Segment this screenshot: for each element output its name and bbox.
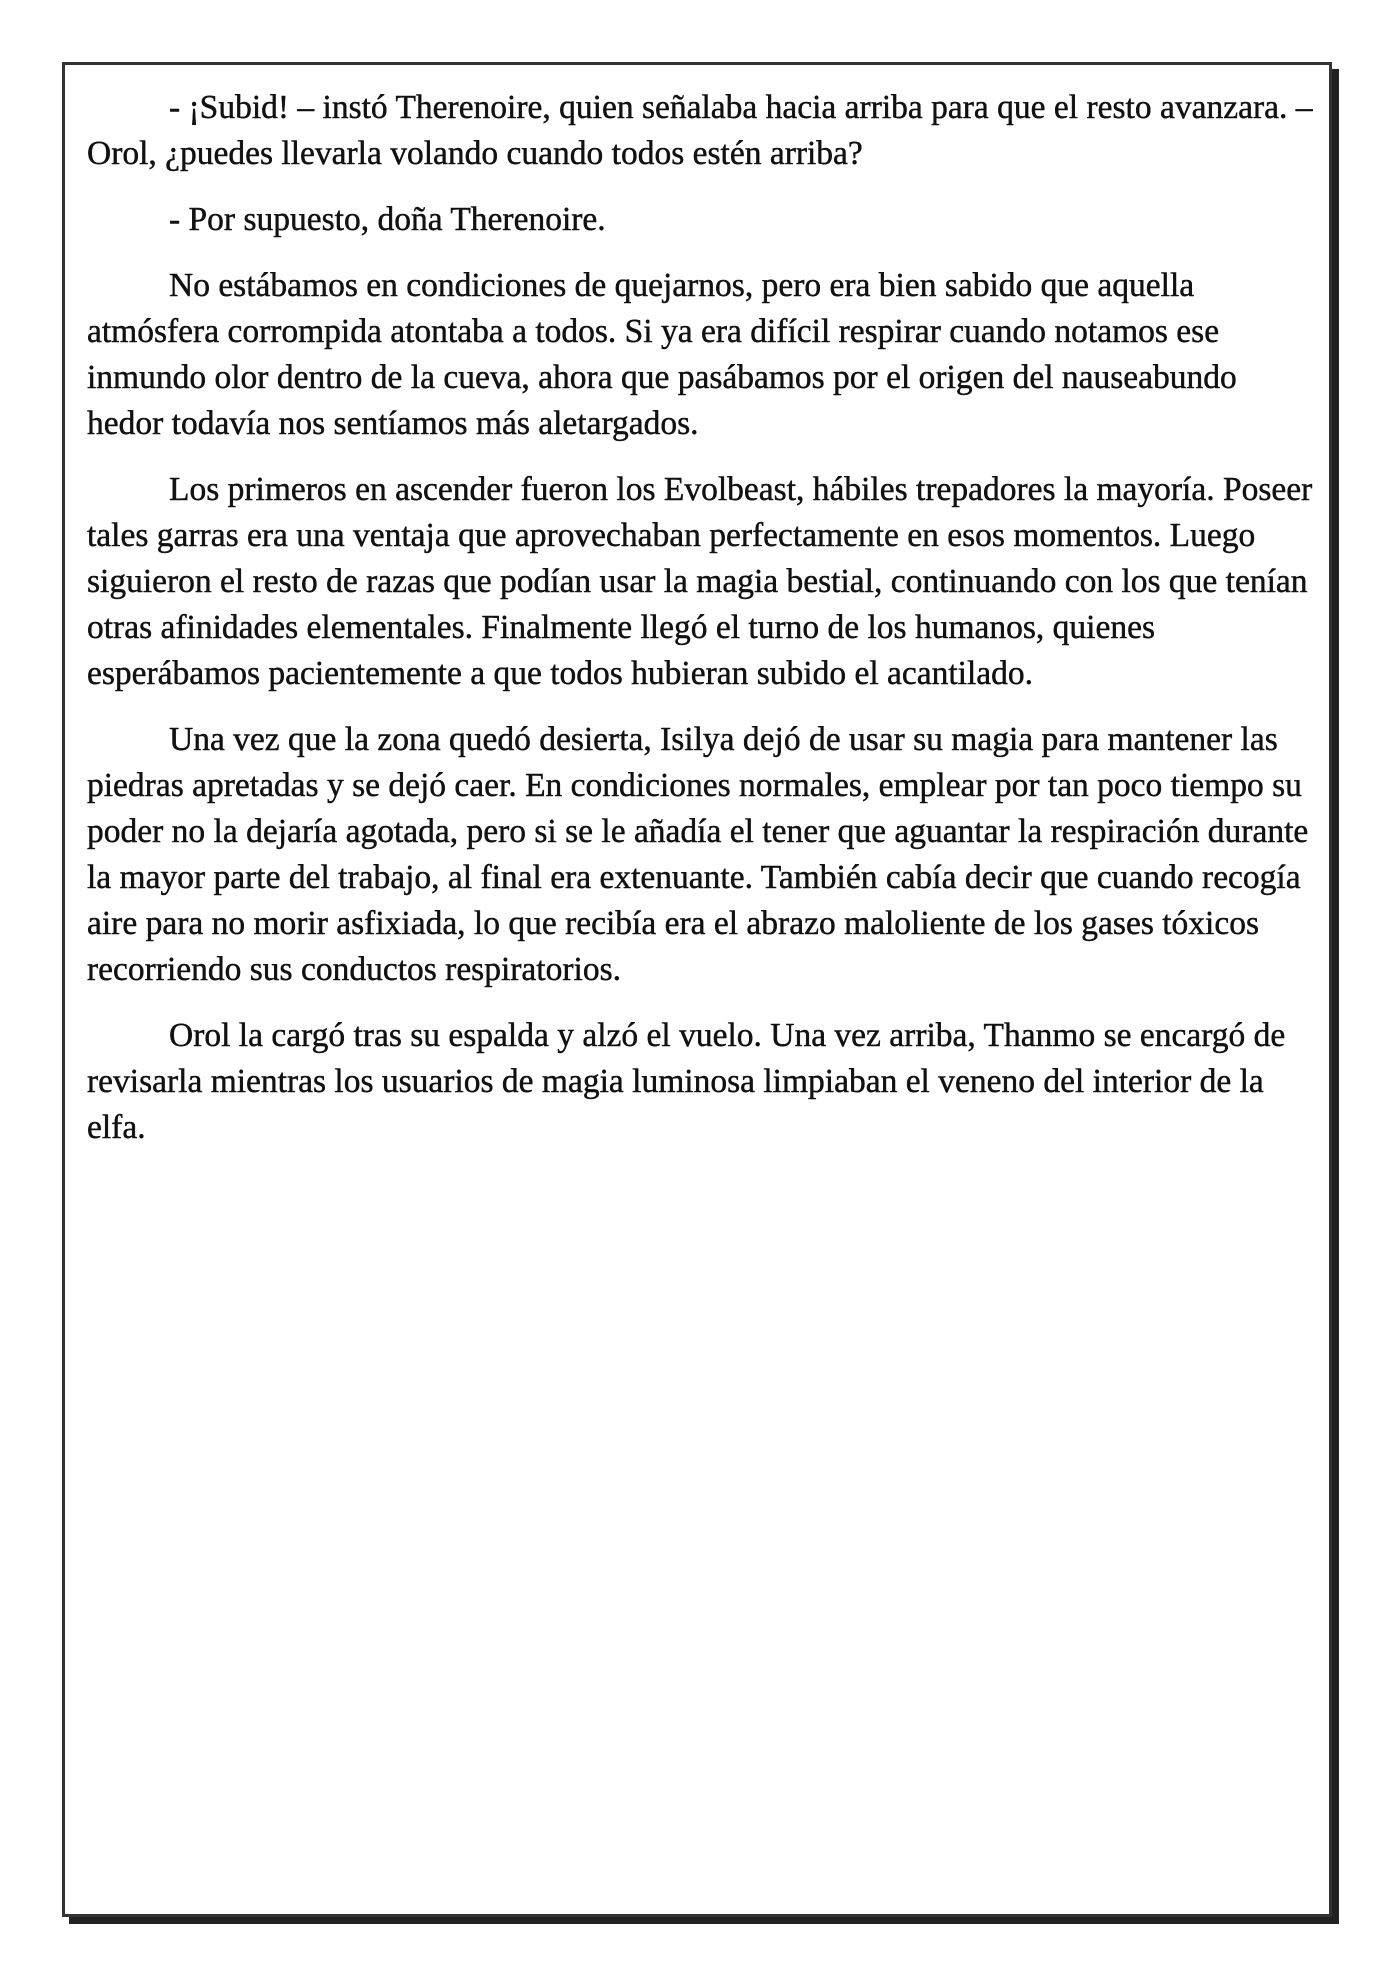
- paragraph-2: - Por supuesto, doña Therenoire.: [169, 201, 606, 238]
- paragraph-6: Orol la cargó tras su espalda y alzó el vuelo. Una vez arriba, Thanmo se encargó de revisarla mientras los usuarios de magia luminosa limpiaban el veneno del interior de la elfa.: [87, 1017, 1286, 1146]
- paragraph-4: Los primeros en ascender fueron los Evolbeast, hábiles trepadores la mayoría. Poseer tales garras era una ventaja que aprovechaban perfectamente en esos momentos. Luego siguieron el resto de razas que podían usar la magia bestial, continuando con los que tenían otras afinidades elementales. Finalmente llegó el turno de los humanos, quienes esperábamos pacientemente a que todos hubieran subido el acantilado.: [87, 471, 1313, 692]
- paragraph-5: Una vez que la zona quedó desierta, Isilya dejó de usar su magia para mantener las piedras apretadas y se dejó caer. En condiciones normales, emplear por tan poco tiempo su poder no la dejaría agotada, pero si se le añadía el tener que aguantar la respiración durante la mayor parte del trabajo, al final era extenuante. También cabía decir que cuando recogía aire para no morir asfixiada, lo que recibía era el abrazo maloliente de los gases tóxicos recorriendo sus conductos respiratorios.: [87, 721, 1309, 988]
- paragraph-3: No estábamos en condiciones de quejarnos, pero era bien sabido que aquella atmósfera corrompida atontaba a todos. Si ya era difícil respirar cuando notamos ese inmundo olor dentro de la cueva, ahora que pasábamos por el origen del nauseabundo hedor todavía nos sentíamos más aletargados.: [87, 267, 1237, 442]
- page-text: [87, 85, 1317, 1171]
- paragraph-1: - ¡Subid! – instó Therenoire, quien señalaba hacia arriba para que el resto avanzara. – Orol, ¿puedes llevarla volando cuando todos estén arriba?: [87, 89, 1313, 172]
- page-frame: [62, 62, 1332, 1917]
